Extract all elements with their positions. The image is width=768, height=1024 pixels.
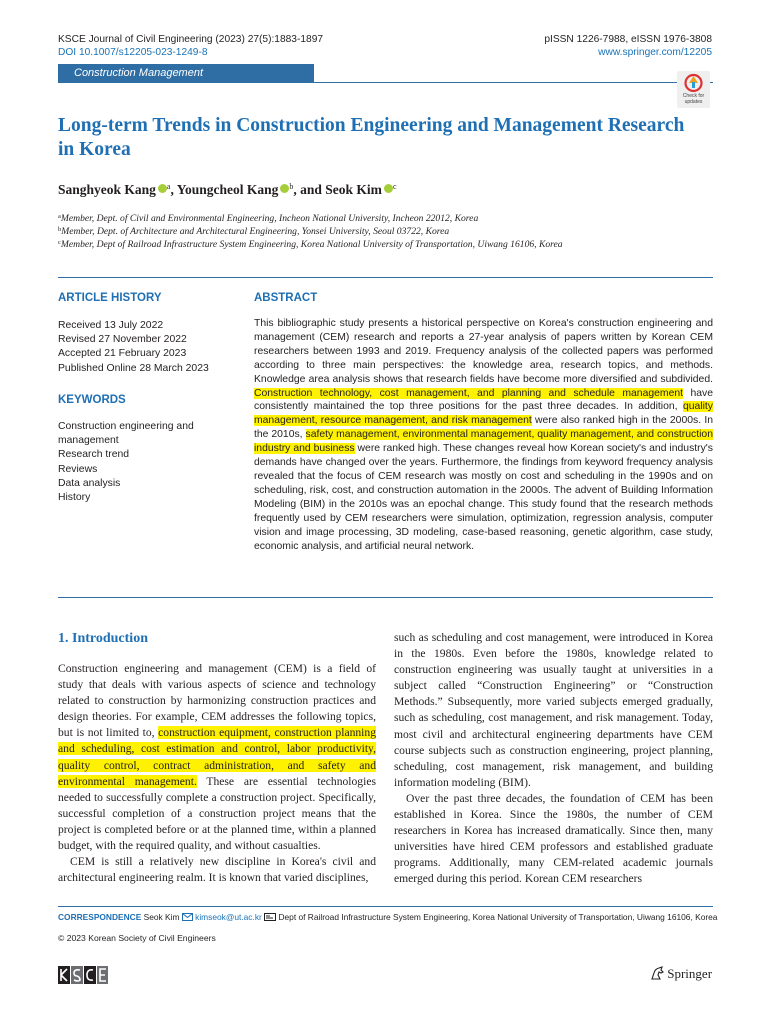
- intro-paragraph: Over the past three decades, the foundation of CEM has been established in Korea. Since the 1980s, the number of CEM researchers in Korea has increased dramatically. Since then, many universities have hired CEM professors and established graduate programs. Additionally, many CEM-related academic journals emerged during this period. Korean CEM researchers: [394, 791, 713, 886]
- ksce-logo: [58, 966, 108, 984]
- keywords-list: [58, 420, 228, 505]
- abstract-segment: have consistently maintained the top three positions for the past three decades. In addition,: [254, 387, 713, 413]
- affiliation-c: $^c$Member, Dept of Railroad Infrastructure System Engineering, Korea National University of Transportation, Uiwang 16106, Korea: [58, 239, 563, 250]
- correspondence-label: CORRESPONDENCE: [58, 912, 142, 922]
- history-published: Published Online 28 March 2023: [58, 362, 209, 374]
- copyright-text: © 2023 Korean Society of Civil Engineers: [58, 933, 216, 943]
- introduction-heading: 1. Introduction: [58, 631, 148, 646]
- intro-paragraph: CEM is still a relatively new discipline in Korea's civil and architectural engineering realm. It is known that varied disciplines,: [58, 855, 376, 885]
- orcid-icon[interactable]: [384, 184, 393, 193]
- check-updates-label: Check for updates: [682, 93, 705, 105]
- keyword-item: Reviews: [58, 463, 98, 475]
- email-icon: [182, 913, 193, 921]
- intro-paragraph: such as scheduling and cost management, were introduced in Korea in the 1980s. Even before the 1980s, knowledge related to construction engineering was usually taught at universities in a subject called “Construction Engineering” or “Construction Methods.” Subsequently, more varied subjects emerged gradually, such as scheduling, cost management, and risk management. Today, most civil and architectural engineering departments have CEM course subjects such as construction engineering, project planning, scheduling, cost management, risk management, and building information modeling (BIM).: [394, 631, 713, 789]
- abstract-highlight: quality management, resource management, and risk management: [254, 401, 713, 427]
- author-name: Youngcheol Kang: [176, 182, 279, 197]
- author-name: Seok Kim: [325, 182, 382, 197]
- paper-title: Long-term Trends in Construction Engineering and Management Research in Korea: [58, 115, 685, 160]
- address-icon: [264, 913, 276, 921]
- history-revised: Revised 27 November 2022: [58, 334, 187, 346]
- keywords-heading: KEYWORDS: [58, 394, 126, 406]
- keyword-item: History: [58, 492, 91, 504]
- orcid-icon[interactable]: [158, 184, 167, 193]
- journal-url-link[interactable]: www.springer.com/12205: [598, 47, 712, 58]
- check-updates-icon: [677, 71, 710, 95]
- header-rule: [314, 82, 713, 83]
- abstract-highlight: safety management, environmental management, quality management, and construction industry and business: [254, 429, 713, 455]
- author-list: [58, 178, 397, 199]
- section-label: Construction Management: [58, 64, 314, 83]
- springer-logo: [650, 966, 712, 982]
- article-history-heading: ARTICLE HISTORY: [58, 292, 162, 304]
- affiliation-a: $^a$Member, Dept. of Civil and Environmental Engineering, Incheon National University, Incheon 22012, Korea: [58, 213, 479, 224]
- affiliation-b: $^b$Member, Dept. of Architecture and Architectural Engineering, Yonsei University, Seoul 03722, Korea: [58, 226, 450, 237]
- intro-paragraph: Construction engineering and management (CEM) is a field of study that deals with various aspects of science and technology related to construction by harmonizing construction practices and design theories. For example, CEM addresses the following topics, but is not limited to, construction equipment, construction planning and scheduling, cost estimation and control, labor productivity, quality control, contract administration, and safety and environmental management. These are essential technologies needed to successfully complete a construction project. Specifically, successful completion of a construction project means that the project is completed before or at the planned time, within a planned budget, with the required quality, and without casualties.: [58, 662, 377, 853]
- intro-highlight: construction equipment, construction planning and scheduling, cost estimation and control, labor productivity, quality control, contract administration, and safety and environmental management.: [58, 726, 377, 788]
- author-name: Sanghyeok Kang: [58, 182, 156, 197]
- history-received: Received 13 July 2022: [58, 320, 164, 331]
- correspondence-line: [58, 912, 717, 922]
- abstract-segment: were also ranked high in the 2000s. In the 2010s,: [254, 415, 713, 441]
- intro-right-column: [394, 630, 713, 888]
- keyword-item: Research trend: [58, 449, 130, 461]
- history-accepted: Accepted 21 February 2023: [58, 348, 187, 360]
- article-history-list: [58, 319, 238, 376]
- author-superscript: a: [166, 182, 171, 191]
- correspondence-address: Dept of Railroad Infrastructure System Engineering, Korea National University of Transportation, Uiwang 16106, Korea: [278, 912, 718, 922]
- abstract-body: [254, 317, 713, 553]
- author-separator: , and: [293, 182, 326, 197]
- abstract-rule: [58, 597, 713, 598]
- doi-link[interactable]: DOI 10.1007/s12205-023-1249-8: [58, 47, 208, 58]
- front-matter-rule: [58, 277, 713, 278]
- footer-rule: [58, 906, 713, 907]
- author-superscript: c: [392, 182, 397, 191]
- keyword-item: Construction engineering and management: [58, 421, 194, 447]
- abstract-segment: were ranked high. These changes reveal how Korean society's and industry's demands have changed over the years. Furthermore, the findings from keyword frequency analysis revealed that the focus of CEM research was mostly on cost and scheduling in the 1990s and on scheduling, risk, cost, and construction automation in the 2000s. The advent of Building Information Modeling (BIM) in the 2010s was an epochal change. This study found that the research methods frequently used by CEM researchers were simulation, optimization, regression analysis, computer vision and image processing, 3D modeling, case-based reasoning, genetic algorithm, case study, economic analysis, and artificial neural network.: [254, 443, 713, 552]
- author-separator: ,: [170, 182, 177, 197]
- springer-horse-icon: [650, 966, 664, 980]
- keyword-item: Data analysis: [58, 477, 121, 489]
- abstract-segment: This bibliographic study presents a historical perspective on Korea's construction engineering and management (CEM) research and reports a 27-year analysis of papers written by Korean CEM researchers between 1993 and 2019. Frequency analysis of the collected papers was performed according to three main perspectives: the knowledge area, research topics, and methods. Knowledge area analysis shows that research fields have become more diversified and subdivided.: [254, 318, 713, 385]
- springer-wordmark: Springer: [667, 966, 713, 981]
- author-superscript: b: [289, 182, 294, 191]
- correspondence-name: Seok Kim: [143, 912, 180, 922]
- issn-text: pISSN 1226-7988, eISSN 1976-3808: [544, 34, 712, 45]
- correspondence-email[interactable]: kimseok@ut.ac.kr: [195, 912, 262, 922]
- abstract-highlight: Construction technology, cost management, and planning and schedule management: [254, 387, 684, 399]
- journal-citation: KSCE Journal of Civil Engineering (2023) 27(5):1883-1897: [58, 34, 324, 45]
- abstract-heading: ABSTRACT: [254, 292, 318, 304]
- check-for-updates-badge[interactable]: [677, 71, 710, 108]
- intro-left-column: [58, 661, 376, 886]
